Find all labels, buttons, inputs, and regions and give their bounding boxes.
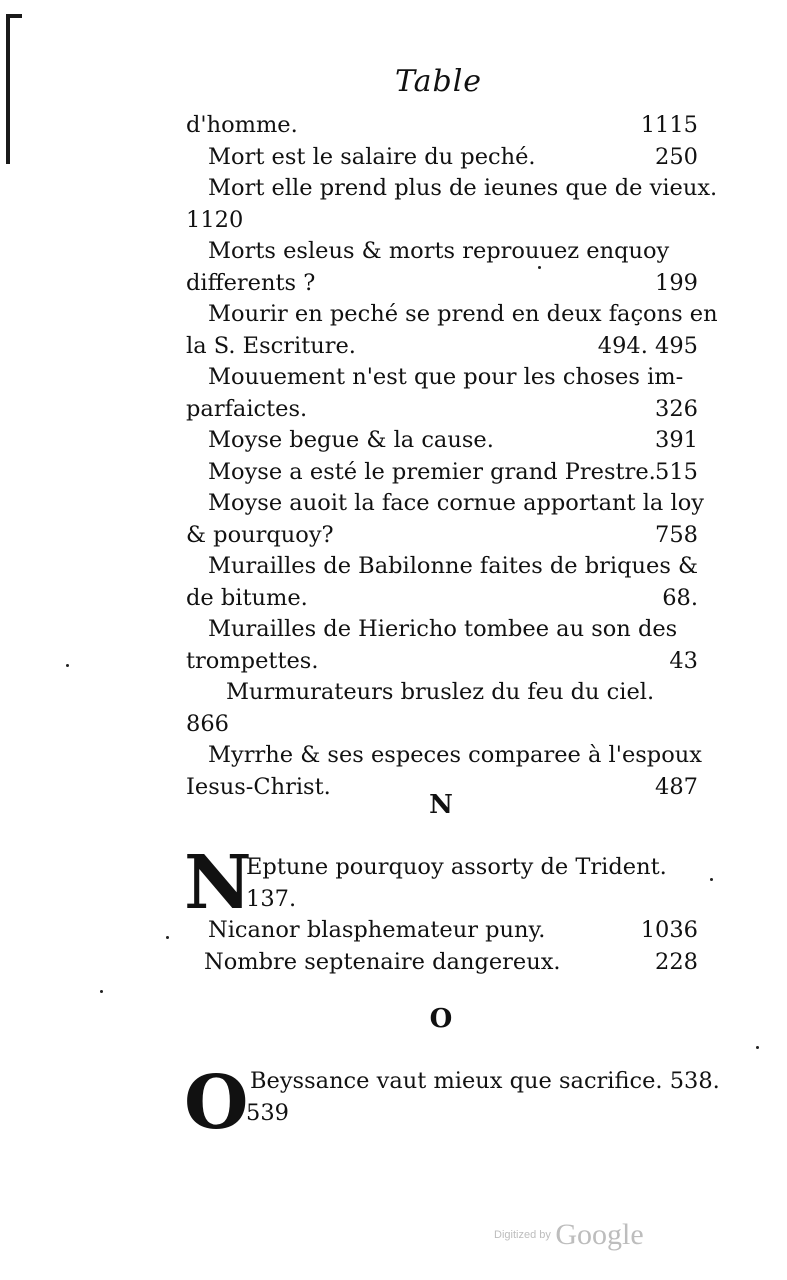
ink-speck [710, 878, 713, 881]
ink-speck [100, 990, 103, 993]
entry-text: 866 [186, 710, 229, 737]
google-logo: Google [555, 1218, 644, 1251]
entry-text: Mouuement n'est que pour les choses im- [208, 364, 684, 390]
entry-text: Mort elle prend plus de ieunes que de vieux. [208, 175, 718, 201]
entry-page: 326 [655, 395, 698, 422]
entry-text: Murmurateurs bruslez du feu du ciel. [226, 679, 655, 705]
entries-m [186, 110, 718, 803]
digitized-by-label: Digitized by [494, 1229, 551, 1241]
index-entry [186, 110, 698, 142]
entry-text: Beyssance vaut mieux que sacrifice. 538. [250, 1068, 720, 1094]
entry-text: trompettes. [186, 647, 319, 674]
entry-text: la S. Escriture. [186, 332, 356, 359]
index-entry [186, 205, 698, 237]
index-entry [186, 268, 698, 300]
entry-text: Moyse a esté le premier grand Prestre. [208, 458, 656, 485]
entry-page: 199 [655, 269, 698, 296]
entry-page: 487 [655, 773, 698, 800]
index-entry [186, 947, 698, 979]
entry-text: Iesus-Christ. [186, 773, 331, 800]
ink-speck [66, 664, 69, 667]
digitized-by-google-watermark [494, 1218, 644, 1252]
index-entry [186, 709, 698, 741]
entry-text: Nicanor blasphemateur puny. [208, 917, 546, 943]
dropcap-n: N [184, 840, 252, 926]
entry-text: parfaictes. [186, 395, 308, 422]
index-entry [186, 457, 698, 489]
entry-page: 68. [662, 584, 698, 611]
entry-text: Moyse begue & la cause. [208, 427, 494, 453]
entry-page: 391 [655, 427, 698, 453]
index-entry [186, 1098, 698, 1130]
entry-text: differents ? [186, 269, 316, 296]
entry-text: Eptune pourquoy assorty de Trident. [246, 854, 667, 880]
entry-text: 137. [246, 885, 297, 912]
index-entry [186, 1066, 720, 1098]
entry-page: 494. 495 [597, 332, 698, 359]
entry-text: Murailles de Babilonne faites de briques & [208, 553, 699, 579]
section-letter-n: N [429, 790, 453, 820]
index-entry [186, 614, 698, 646]
entry-text: 1120 [186, 206, 244, 233]
entry-text: Myrrhe & ses especes comparee à l'espoux [208, 742, 702, 768]
index-entry [186, 915, 698, 947]
entry-text: d'homme. [186, 112, 298, 138]
index-entry [186, 173, 718, 205]
index-entry [186, 583, 698, 615]
index-entry [186, 520, 698, 552]
index-entry [186, 425, 698, 457]
index-entry [186, 142, 698, 174]
entry-text: Mort est le salaire du peché. [208, 143, 536, 170]
index-entry [186, 852, 698, 884]
entry-text: Murailles de Hiericho tombee au son des [208, 616, 678, 642]
ink-speck [166, 936, 169, 939]
entry-page: 758 [655, 521, 698, 548]
entry-text: de bitume. [186, 584, 308, 611]
index-entry [186, 740, 702, 772]
entry-text: 539 [246, 1099, 289, 1126]
entry-page: 515 [655, 458, 698, 485]
entry-page: 1036 [640, 917, 698, 943]
entry-page: 228 [655, 948, 698, 975]
index-entry [186, 551, 698, 583]
index-entry [186, 488, 704, 520]
entry-text: Mourir en peché se prend en deux façons en [208, 301, 718, 327]
entry-text: & pourquoy? [186, 521, 334, 548]
index-entry [186, 331, 698, 363]
index-entry [186, 394, 698, 426]
index-entry [186, 677, 698, 709]
ink-speck [538, 266, 541, 269]
entry-page: 250 [655, 143, 698, 170]
index-entry [186, 362, 698, 394]
section-letter-o: O [429, 1004, 453, 1034]
entry-page: 43 [669, 647, 698, 674]
entries-o [186, 1066, 720, 1129]
index-entry [186, 884, 698, 916]
entry-text: Nombre septenaire dangereux. [204, 948, 561, 975]
dropcap-o: O [184, 1060, 249, 1146]
running-head: Table [394, 64, 483, 99]
index-entry [186, 299, 718, 331]
entry-page: 1115 [640, 112, 698, 138]
index-entry [186, 236, 698, 268]
entry-text: Moyse auoit la face cornue apportant la loy [208, 490, 704, 516]
ink-speck [756, 1046, 759, 1049]
index-entry [186, 646, 698, 678]
entry-text: Morts esleus & morts reprouuez enquoy [208, 238, 670, 264]
entries-n [186, 852, 698, 978]
